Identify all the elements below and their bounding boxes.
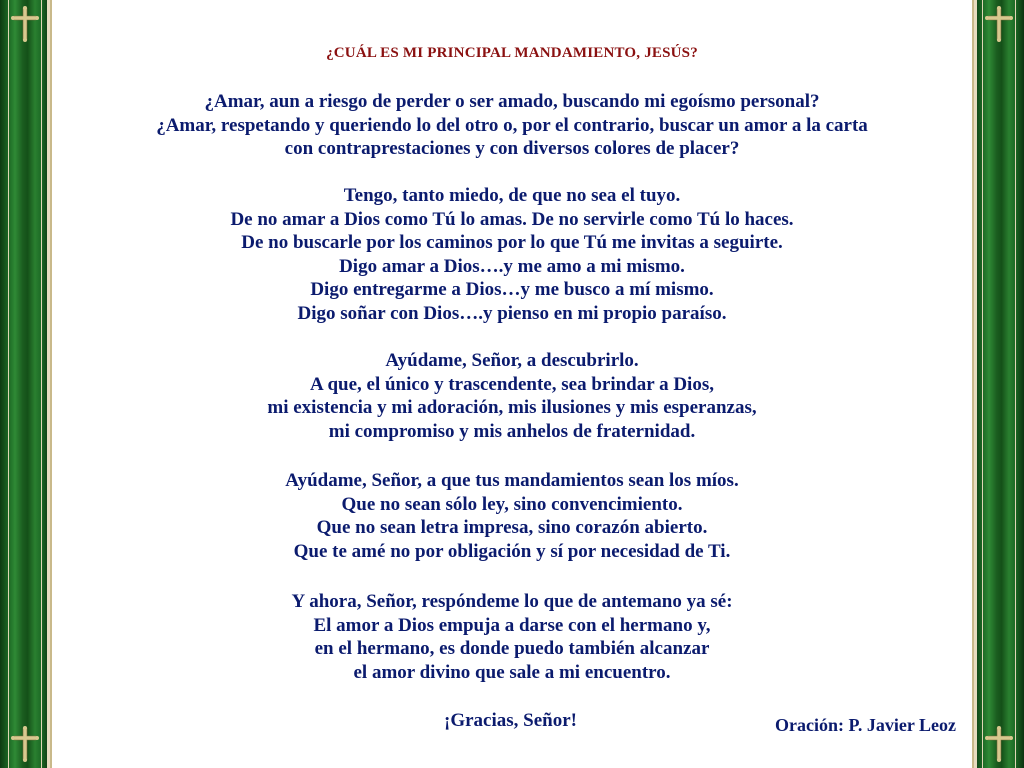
verse-line: Tengo, tanto miedo, de que no sea el tuyo. (343, 185, 681, 206)
prayer-content (52, 0, 972, 768)
left-border (0, 0, 52, 768)
verse-line: mi existencia y mi adoración, mis ilusiones y mis esperanzas, (267, 397, 757, 418)
verse-line: ¿Amar, aun a riesgo de perder o ser amado, buscando mi egoísmo personal? (204, 91, 820, 112)
cross-icon (10, 726, 40, 762)
stanza-4 (52, 469, 972, 563)
verse-line: El amor a Dios empuja a darse con el hermano y, (313, 614, 711, 636)
cross-icon (984, 726, 1014, 762)
cross-icon (984, 6, 1014, 42)
stanza-3 (52, 349, 972, 443)
stanza-2 (52, 184, 972, 325)
verse-line: Ayúdame, Señor, a que tus mandamientos sean los míos. (285, 470, 739, 491)
verse-line: con contraprestaciones y con diversos colores de placer? (284, 138, 740, 159)
verse-line: De no amar a Dios como Tú lo amas. De no servirle como Tú lo haces. (230, 208, 794, 230)
verse-line: Y ahora, Señor, respóndeme lo que de antemano ya sé: (291, 591, 733, 612)
right-border (972, 0, 1024, 768)
verse-line: Digo soñar con Dios….y pienso en mi propio paraíso. (297, 302, 727, 324)
verse-line: De no buscarle por los caminos por lo que Tú me invitas a seguirte. (241, 232, 783, 253)
author-credit: Oración: P. Javier Leoz (775, 715, 956, 735)
stanza-1 (52, 90, 972, 161)
verse-line: Que no sean sólo ley, sino convencimiento. (341, 493, 683, 515)
verse-line: Que te amé no por obligación y sí por necesidad de Ti. (293, 540, 731, 562)
verse-line: A que, el único y trascendente, sea brindar a Dios, (310, 373, 714, 395)
verse-line: mi compromiso y mis anhelos de fraternidad. (328, 420, 696, 442)
verse-line: Ayúdame, Señor, a descubrirlo. (385, 350, 639, 371)
closing-text: ¡Gracias, Señor! (444, 710, 577, 731)
verse-line: ¿Amar, respetando y queriendo lo del otro o, por el contrario, buscar un amor a la carta (156, 114, 868, 136)
verse-line: el amor divino que sale a mi encuentro. (353, 661, 671, 683)
verse-line: Que no sean letra impresa, sino corazón abierto. (316, 517, 708, 538)
verse-line: Digo amar a Dios….y me amo a mi mismo. (339, 255, 685, 277)
verse-line: en el hermano, es donde puedo también alcanzar (314, 638, 710, 659)
verse-line: Digo entregarme a Dios…y me busco a mí mismo. (310, 279, 714, 300)
page-title: ¿CUÁL ES MI PRINCIPAL MANDAMIENTO, JESÚS? (326, 45, 698, 61)
stanza-5 (52, 590, 972, 684)
cross-icon (10, 6, 40, 42)
